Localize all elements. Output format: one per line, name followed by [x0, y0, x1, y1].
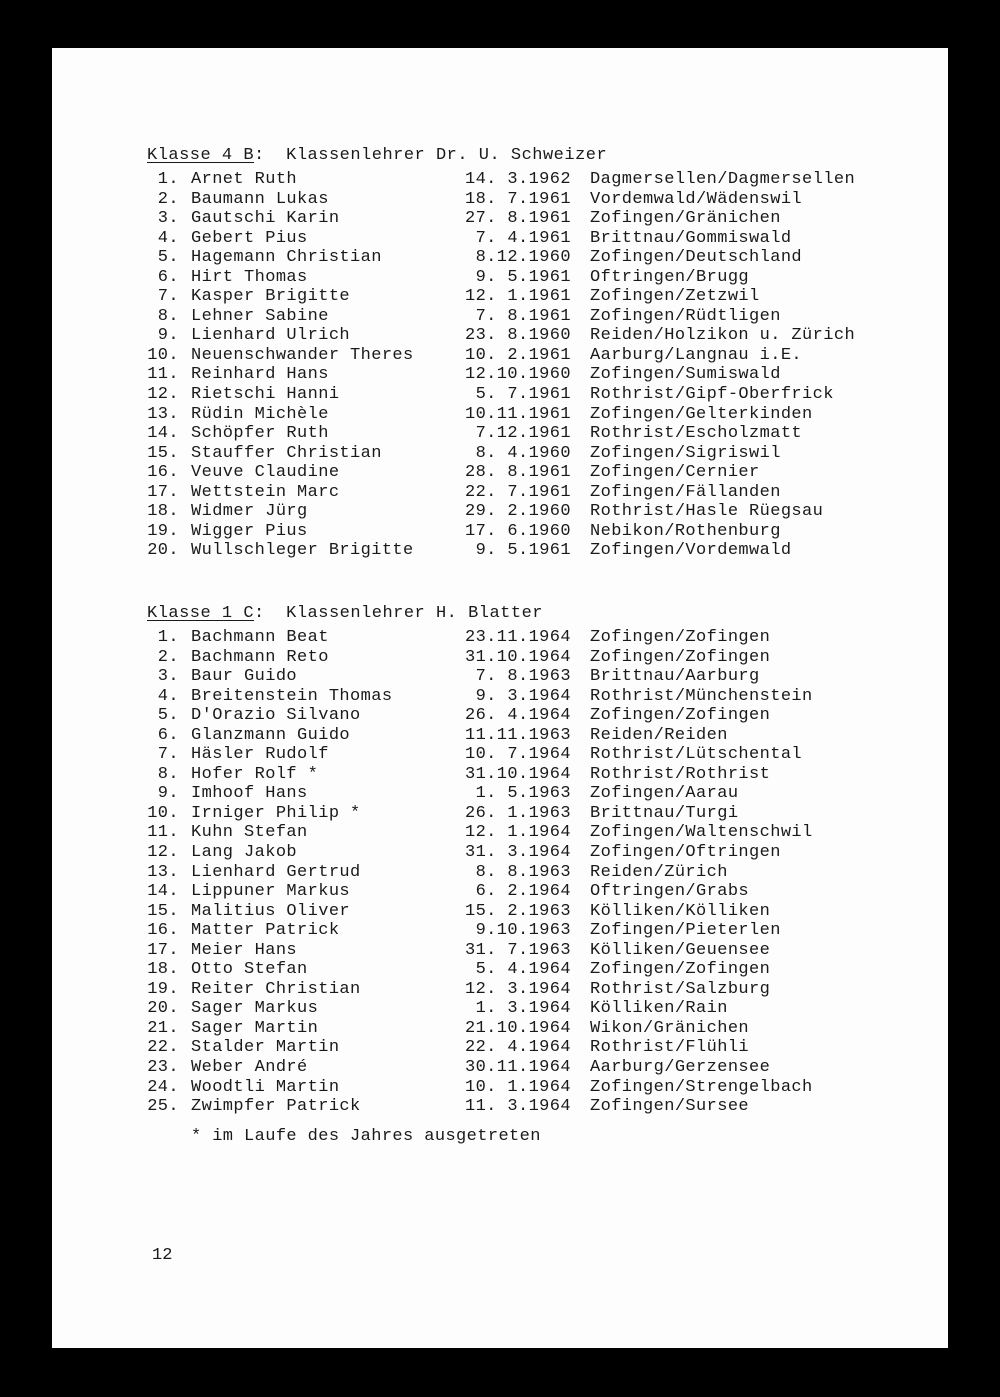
place-of-origin: Zofingen/Zetzwil — [590, 287, 760, 307]
birth-date: 5. 7.1961 — [475, 385, 571, 405]
place-of-origin: Zofingen/Cernier — [590, 463, 760, 483]
place-of-origin: Rothrist/Rothrist — [590, 764, 771, 784]
student-name: Woodtli Martin — [191, 1077, 340, 1097]
birth-date: 18. 7.1961 — [464, 189, 571, 209]
student-number: 5. — [157, 248, 179, 268]
birth-date: 15. 2.1963 — [464, 901, 571, 921]
student-row — [147, 463, 760, 483]
student-number: 15. — [147, 901, 179, 921]
student-number: 23. — [147, 1058, 179, 1078]
student-row — [147, 189, 803, 210]
place-of-origin: Oftringen/Brugg — [590, 267, 750, 287]
student-number: 9. — [157, 784, 179, 804]
student-number: 6. — [157, 725, 179, 745]
student-row — [147, 228, 792, 249]
class-section-1c — [147, 604, 813, 1146]
footnote: * im Laufe des Jahres ausgetreten — [191, 1126, 541, 1146]
student-number: 15. — [147, 443, 179, 463]
student-name: Stalder Martin — [191, 1038, 340, 1058]
student-row — [147, 326, 856, 346]
birth-date: 11.11.1963 — [464, 725, 571, 745]
student-name: Neuenschwander Theres — [191, 345, 414, 365]
student-number: 8. — [157, 306, 179, 326]
place-of-origin: Rothrist/Escholzmatt — [590, 424, 803, 444]
student-list — [147, 170, 856, 561]
student-row — [147, 745, 803, 765]
student-number: 2. — [157, 189, 179, 209]
student-row — [147, 862, 728, 883]
place-of-origin: Zofingen/Deutschland — [590, 248, 803, 268]
birth-date: 7. 4.1961 — [475, 228, 571, 248]
birth-date: 9. 3.1964 — [475, 686, 571, 706]
student-name: Sager Markus — [191, 999, 319, 1019]
student-number: 10. — [147, 345, 179, 365]
student-number: 11. — [147, 365, 179, 385]
birth-date: 27. 8.1961 — [464, 209, 571, 229]
birth-date: 22. 4.1964 — [464, 1038, 571, 1058]
place-of-origin: Aarburg/Langnau i.E. — [590, 345, 803, 365]
place-of-origin: Vordemwald/Wädenswil — [590, 189, 803, 209]
birth-date: 6. 2.1964 — [475, 882, 571, 902]
student-name: Breitenstein Thomas — [191, 686, 393, 706]
student-number: 14. — [147, 424, 179, 444]
birth-date: 8. 4.1960 — [475, 443, 571, 463]
birth-date: 23.11.1964 — [464, 628, 571, 647]
student-name: Hagemann Christian — [191, 248, 382, 268]
place-of-origin: Reiden/Reiden — [590, 725, 728, 745]
student-row — [147, 803, 739, 824]
student-name: Kasper Brigitte — [191, 287, 351, 307]
student-row — [147, 628, 771, 648]
birth-date: 1. 5.1963 — [475, 784, 571, 804]
place-of-origin: Dagmersellen/Dagmersellen — [590, 170, 856, 189]
student-row — [147, 1038, 750, 1058]
student-row — [147, 901, 771, 922]
birth-date: 5. 4.1964 — [475, 960, 571, 980]
student-row — [147, 940, 771, 961]
student-row — [147, 424, 803, 444]
birth-date: 14. 3.1962 — [464, 170, 571, 189]
birth-date: 30.11.1964 — [464, 1058, 571, 1078]
student-number: 18. — [147, 502, 179, 522]
student-name: Bachmann Reto — [191, 647, 329, 667]
class-teacher: Klassenlehrer Dr. U. Schweizer — [286, 146, 608, 165]
student-name: Bachmann Beat — [191, 628, 329, 647]
student-row — [147, 385, 834, 405]
birth-date: 12.10.1960 — [464, 365, 571, 385]
class-label: Klasse 4 B — [147, 146, 255, 165]
student-row — [147, 686, 813, 707]
student-row — [147, 706, 771, 726]
birth-date: 21.10.1964 — [464, 1018, 571, 1038]
birth-date: 31.10.1964 — [464, 647, 571, 667]
student-name: Hirt Thomas — [191, 267, 308, 287]
place-of-origin: Zofingen/Fällanden — [590, 482, 781, 502]
birth-date: 12. 3.1964 — [464, 979, 571, 999]
student-name: Schöpfer Ruth — [191, 424, 329, 444]
place-of-origin: Reiden/Holzikon u. Zürich — [590, 326, 856, 346]
place-of-origin: Rothrist/Flühli — [590, 1038, 750, 1058]
student-name: Rietschi Hanni — [191, 385, 340, 405]
student-number: 9. — [157, 326, 179, 346]
place-of-origin: Wikon/Gränichen — [590, 1018, 750, 1038]
class-section-4b — [147, 146, 856, 561]
place-of-origin: Brittnau/Gommiswald — [590, 228, 792, 248]
student-number: 18. — [147, 960, 179, 980]
student-row — [147, 921, 781, 941]
place-of-origin: Kölliken/Geuensee — [590, 940, 771, 960]
student-number: 24. — [147, 1077, 179, 1097]
birth-date: 31.10.1964 — [464, 764, 571, 784]
place-of-origin: Rothrist/Salzburg — [590, 979, 771, 999]
student-list — [147, 628, 813, 1117]
place-of-origin: Rothrist/Münchenstein — [590, 686, 813, 706]
class-colon: : — [254, 604, 287, 623]
birth-date: 12. 1.1964 — [464, 823, 571, 843]
place-of-origin: Zofingen/Sumiswald — [590, 365, 781, 385]
student-name: Lienhard Ulrich — [191, 326, 351, 346]
student-row — [147, 784, 739, 804]
student-name: Reinhard Hans — [191, 365, 329, 385]
student-name: Irniger Philip * — [191, 803, 361, 823]
birth-date: 1. 3.1964 — [475, 999, 571, 1019]
student-number: 1. — [157, 170, 179, 189]
birth-date: 10. 1.1964 — [464, 1077, 571, 1097]
student-name: Reiter Christian — [191, 979, 361, 999]
birth-date: 8. 8.1963 — [475, 862, 571, 882]
student-number: 19. — [147, 979, 179, 999]
student-row — [147, 443, 781, 464]
student-row — [147, 482, 781, 503]
place-of-origin: Zofingen/Rüdtligen — [590, 306, 781, 326]
class-label: Klasse 1 C — [147, 604, 255, 623]
student-number: 2. — [157, 647, 179, 667]
student-row — [147, 541, 792, 561]
place-of-origin: Zofingen/Vordemwald — [590, 541, 792, 561]
place-of-origin: Zofingen/Strengelbach — [590, 1077, 813, 1097]
student-row — [147, 843, 781, 863]
student-row — [147, 1018, 750, 1039]
place-of-origin: Zofingen/Aarau — [590, 784, 739, 804]
birth-date: 17. 6.1960 — [464, 521, 571, 541]
place-of-origin: Zofingen/Sursee — [590, 1097, 750, 1117]
student-name: Lang Jakob — [191, 843, 298, 863]
place-of-origin: Zofingen/Waltenschwil — [590, 823, 813, 843]
place-of-origin: Oftringen/Grabs — [590, 882, 750, 902]
student-name: Lienhard Gertrud — [191, 862, 361, 882]
birth-date: 7. 8.1961 — [475, 306, 571, 326]
birth-date: 22. 7.1961 — [464, 482, 571, 502]
place-of-origin: Brittnau/Turgi — [590, 803, 739, 823]
student-number: 16. — [147, 463, 179, 483]
student-number: 3. — [157, 209, 179, 229]
student-number: 20. — [147, 541, 179, 561]
student-number: 4. — [157, 228, 179, 248]
class-header — [147, 146, 607, 170]
place-of-origin: Brittnau/Aarburg — [590, 667, 760, 687]
student-name: Wettstein Marc — [191, 482, 340, 502]
student-number: 13. — [147, 862, 179, 882]
student-number: 7. — [157, 745, 179, 765]
student-name: Zwimpfer Patrick — [191, 1097, 361, 1117]
student-number: 12. — [147, 385, 179, 405]
student-row — [147, 764, 771, 785]
birth-date: 31. 7.1963 — [464, 940, 571, 960]
student-name: Sager Martin — [191, 1018, 319, 1038]
student-row — [147, 306, 781, 327]
student-number: 4. — [157, 686, 179, 706]
student-row — [147, 999, 728, 1019]
student-row — [147, 365, 781, 385]
place-of-origin: Zofingen/Zofingen — [590, 706, 771, 726]
student-row — [147, 1077, 813, 1098]
student-name: Wigger Pius — [191, 521, 308, 541]
student-row — [147, 1097, 750, 1117]
student-name: Häsler Rudolf — [191, 745, 329, 765]
student-name: Gautschi Karin — [191, 209, 340, 229]
student-number: 3. — [157, 667, 179, 687]
birth-date: 28. 8.1961 — [464, 463, 571, 483]
student-row — [147, 267, 750, 288]
place-of-origin: Zofingen/Sigriswil — [590, 443, 781, 463]
place-of-origin: Rothrist/Gipf-Oberfrick — [590, 385, 834, 405]
place-of-origin: Reiden/Zürich — [590, 862, 728, 882]
student-number: 21. — [147, 1018, 179, 1038]
birth-date: 7. 8.1963 — [475, 667, 571, 687]
student-number: 19. — [147, 521, 179, 541]
birth-date: 10.11.1961 — [464, 404, 571, 424]
place-of-origin: Zofingen/Gränichen — [590, 209, 781, 229]
student-name: Lehner Sabine — [191, 306, 329, 326]
birth-date: 29. 2.1960 — [464, 502, 571, 522]
student-name: Arnet Ruth — [191, 170, 298, 189]
place-of-origin: Zofingen/Zofingen — [590, 647, 771, 667]
place-of-origin: Zofingen/Gelterkinden — [590, 404, 813, 424]
student-name: Baur Guido — [191, 667, 298, 687]
student-number: 11. — [147, 823, 179, 843]
student-row — [147, 725, 728, 746]
student-number: 6. — [157, 267, 179, 287]
student-row — [147, 521, 781, 542]
birth-date: 26. 1.1963 — [464, 803, 571, 823]
birth-date: 12. 1.1961 — [464, 287, 571, 307]
student-name: Stauffer Christian — [191, 443, 382, 463]
student-name: Weber André — [191, 1058, 308, 1078]
student-name: Glanzmann Guido — [191, 725, 351, 745]
student-name: Malitius Oliver — [191, 901, 351, 921]
student-number: 25. — [147, 1097, 179, 1117]
student-name: Veuve Claudine — [191, 463, 340, 483]
place-of-origin: Zofingen/Oftringen — [590, 843, 781, 863]
student-name: Gebert Pius — [191, 228, 308, 248]
place-of-origin: Zofingen/Zofingen — [590, 628, 771, 647]
student-number: 1. — [157, 628, 179, 647]
student-name: Otto Stefan — [191, 960, 308, 980]
student-row — [147, 667, 760, 687]
student-row — [147, 170, 856, 190]
student-number: 17. — [147, 940, 179, 960]
place-of-origin: Rothrist/Lütschental — [590, 745, 803, 765]
student-row — [147, 960, 771, 980]
birth-date: 7.12.1961 — [475, 424, 571, 444]
student-name: Widmer Jürg — [191, 502, 308, 522]
student-name: Baumann Lukas — [191, 189, 329, 209]
student-number: 8. — [157, 764, 179, 784]
student-row — [147, 404, 813, 425]
place-of-origin: Nebikon/Rothenburg — [590, 521, 781, 541]
student-number: 12. — [147, 843, 179, 863]
student-name: Lippuner Markus — [191, 882, 351, 902]
student-number: 22. — [147, 1038, 179, 1058]
student-name: Meier Hans — [191, 940, 298, 960]
student-row — [147, 1058, 771, 1078]
birth-date: 26. 4.1964 — [464, 706, 571, 726]
student-row — [147, 287, 760, 307]
student-name: D'Orazio Silvano — [191, 706, 361, 726]
student-row — [147, 209, 781, 229]
student-number: 16. — [147, 921, 179, 941]
student-row — [147, 979, 771, 1000]
birth-date: 11. 3.1964 — [464, 1097, 571, 1117]
student-row — [147, 502, 824, 522]
student-row — [147, 882, 750, 902]
student-name: Kuhn Stefan — [191, 823, 308, 843]
student-number: 13. — [147, 404, 179, 424]
student-number: 14. — [147, 882, 179, 902]
class-colon: : — [254, 146, 287, 165]
student-number: 17. — [147, 482, 179, 502]
place-of-origin: Rothrist/Hasle Rüegsau — [590, 502, 824, 522]
student-number: 7. — [157, 287, 179, 307]
birth-date: 9. 5.1961 — [475, 267, 571, 287]
birth-date: 31. 3.1964 — [464, 843, 571, 863]
birth-date: 8.12.1960 — [475, 248, 571, 268]
student-number: 10. — [147, 803, 179, 823]
place-of-origin: Zofingen/Pieterlen — [590, 921, 781, 941]
place-of-origin: Kölliken/Kölliken — [590, 901, 771, 921]
birth-date: 10. 7.1964 — [464, 745, 571, 765]
student-name: Rüdin Michèle — [191, 404, 329, 424]
birth-date: 9. 5.1961 — [475, 541, 571, 561]
student-number: 20. — [147, 999, 179, 1019]
student-row — [147, 248, 803, 268]
class-teacher: Klassenlehrer H. Blatter — [286, 604, 543, 623]
document-page — [52, 48, 948, 1348]
place-of-origin: Zofingen/Zofingen — [590, 960, 771, 980]
place-of-origin: Aarburg/Gerzensee — [590, 1058, 771, 1078]
birth-date: 10. 2.1961 — [464, 345, 571, 365]
student-name: Matter Patrick — [191, 921, 340, 941]
student-row — [147, 647, 771, 668]
student-name: Wullschleger Brigitte — [191, 541, 414, 561]
student-name: Imhoof Hans — [191, 784, 308, 804]
student-name: Hofer Rolf * — [191, 764, 319, 784]
student-row — [147, 823, 813, 843]
birth-date: 23. 8.1960 — [464, 326, 571, 346]
place-of-origin: Kölliken/Rain — [590, 999, 728, 1019]
student-number: 5. — [157, 706, 179, 726]
birth-date: 9.10.1963 — [475, 921, 571, 941]
page-number: 12 — [152, 1246, 173, 1265]
class-header — [147, 604, 543, 628]
student-row — [147, 345, 803, 366]
